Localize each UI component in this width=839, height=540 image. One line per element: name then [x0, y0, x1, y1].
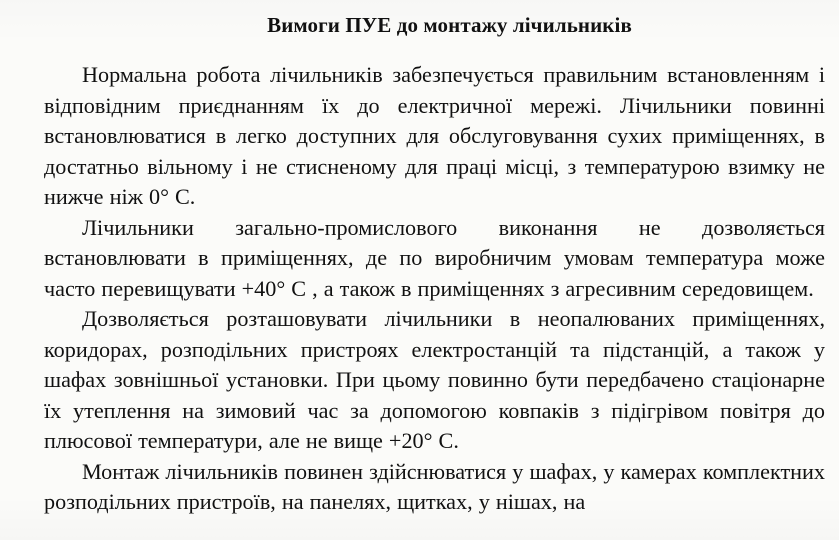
- paragraph-4: Монтаж лічильників повинен здійснюватися у шафах, у камерах комплектних розподільних пристроїв, на панелях, щитках, у нішах, на: [44, 458, 825, 514]
- document-title: Вимоги ПУЕ до монтажу лічильників: [267, 13, 632, 37]
- paragraph-1: Нормальна робота лічильників забезпечується правильним встановленням і відповідним приєднанням їх до електричної мережі. Лічильники повинні встановлюватися в легко доступних для обслуговування сухих приміщеннях, в достатньо вільному і не стисненому для праці місці, з температурою взимку не нижче ніж 0° С.: [44, 62, 825, 209]
- paragraph-2: Лічильники загально-промислового виконання не дозволяється встановлювати в приміщеннях, де по виробничим умовам температура може часто перевищувати +40° С , а також в приміщеннях з агресивним середовищем.: [44, 214, 825, 301]
- paragraph-3: Дозволяється розташовувати лічильники в неопалюваних приміщеннях, коридорах, розподільних пристроях електростанцій та підстанцій, а також у шафах зовнішньої установки. При цьому повинно бути передбачено стаціонарне їх утеплення на зимовий час за допомогою ковпаків з підігрівом повітря до плюсової температури, але не вище +20° С.: [44, 306, 825, 453]
